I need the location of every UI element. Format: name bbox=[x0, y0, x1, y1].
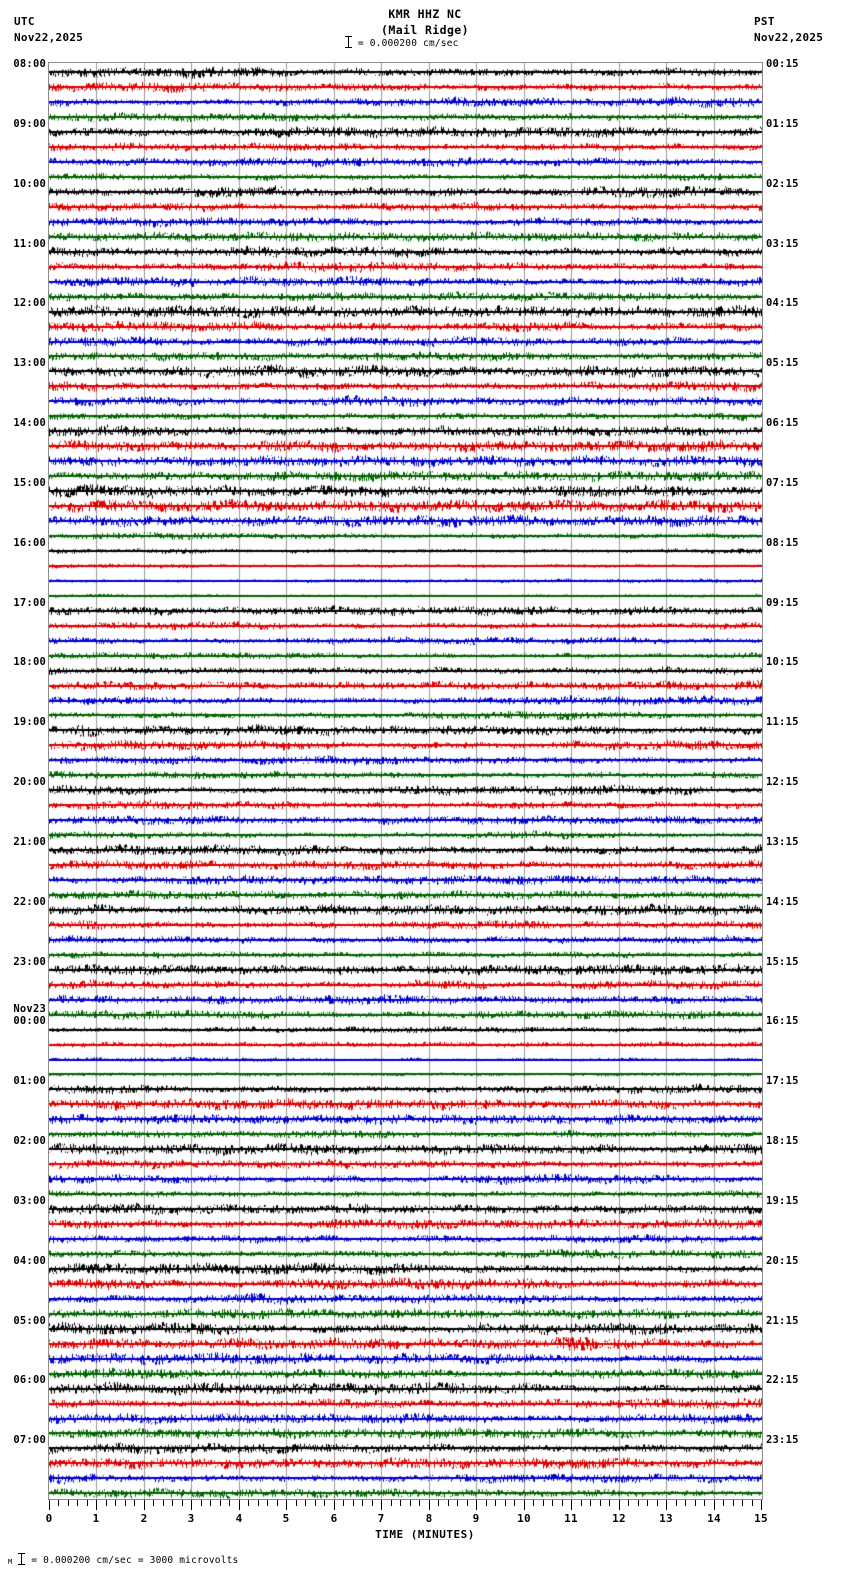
utc-hour-label: 16:00 bbox=[13, 536, 46, 549]
x-axis-minor-tick bbox=[657, 1500, 658, 1506]
utc-hour-label: 12:00 bbox=[13, 297, 46, 310]
utc-hour-label: 05:00 bbox=[13, 1314, 46, 1327]
x-axis-minor-tick bbox=[106, 1500, 107, 1506]
x-axis-minor-tick bbox=[467, 1500, 468, 1506]
x-axis-major-tick bbox=[619, 1500, 620, 1510]
x-axis-minor-tick bbox=[600, 1500, 601, 1506]
utc-hour-label: 01:00 bbox=[13, 1075, 46, 1088]
pst-hour-label: 13:15 bbox=[766, 835, 799, 848]
x-axis-minor-tick bbox=[163, 1500, 164, 1506]
x-axis-tick-label: 10 bbox=[517, 1512, 531, 1525]
x-axis-major-tick bbox=[286, 1500, 287, 1510]
x-axis-minor-tick bbox=[733, 1500, 734, 1506]
x-axis-minor-tick bbox=[353, 1500, 354, 1506]
utc-hour-label: 08:00 bbox=[13, 58, 46, 70]
utc-hour-label: 11:00 bbox=[13, 237, 46, 250]
x-axis-minor-tick bbox=[134, 1500, 135, 1506]
x-axis-minor-tick bbox=[58, 1500, 59, 1506]
pst-hour-label: 06:15 bbox=[766, 417, 799, 429]
x-axis-minor-tick bbox=[258, 1500, 259, 1506]
x-axis-minor-tick bbox=[410, 1500, 411, 1506]
x-axis-minor-tick bbox=[552, 1500, 553, 1506]
x-axis-major-tick bbox=[571, 1500, 572, 1510]
pst-hour-label: 00:15 bbox=[766, 58, 799, 70]
pst-hour-label: 04:15 bbox=[766, 297, 799, 310]
x-axis-tick-label: 9 bbox=[472, 1512, 480, 1525]
x-axis-minor-tick bbox=[343, 1500, 344, 1506]
x-axis-tick-label: 15 bbox=[754, 1512, 768, 1525]
x-axis-minor-tick bbox=[685, 1500, 686, 1506]
utc-hour-label: 00:00 bbox=[13, 1015, 46, 1028]
footer-prefix: M bbox=[8, 1558, 13, 1566]
pst-hour-label: 16:15 bbox=[766, 1015, 799, 1028]
x-axis-minor-tick bbox=[296, 1500, 297, 1506]
utc-hour-label: 02:00 bbox=[13, 1135, 46, 1147]
x-axis-tick-label: 8 bbox=[425, 1512, 433, 1525]
x-axis-major-tick bbox=[666, 1500, 667, 1510]
x-axis-minor-tick bbox=[533, 1500, 534, 1506]
x-axis-minor-tick bbox=[647, 1500, 648, 1506]
utc-hour-label: 04:00 bbox=[13, 1254, 46, 1267]
utc-hour-label: 03:00 bbox=[13, 1194, 46, 1207]
x-axis-major-tick bbox=[476, 1500, 477, 1510]
x-axis-minor-tick bbox=[704, 1500, 705, 1506]
pst-hour-label: 07:15 bbox=[766, 476, 799, 489]
x-axis-minor-tick bbox=[742, 1500, 743, 1506]
utc-hour-label: 14:00 bbox=[13, 417, 46, 429]
station-channel-network: KMR HHZ NC bbox=[388, 7, 462, 21]
pst-hour-label: 12:15 bbox=[766, 776, 799, 788]
x-axis-major-tick bbox=[761, 1500, 762, 1510]
pst-hour-label: 05:15 bbox=[766, 357, 799, 370]
x-axis-minor-tick bbox=[752, 1500, 753, 1506]
timezone-label-pst: PST bbox=[754, 15, 775, 28]
x-axis-tick-label: 6 bbox=[330, 1512, 338, 1525]
i-beam-scale-icon-footer bbox=[18, 1553, 25, 1565]
pst-hour-label: 18:15 bbox=[766, 1135, 799, 1147]
x-axis-major-tick bbox=[191, 1500, 192, 1510]
x-axis-major-tick bbox=[334, 1500, 335, 1510]
x-axis-minor-tick bbox=[229, 1500, 230, 1506]
x-axis-minor-tick bbox=[315, 1500, 316, 1506]
x-axis-minor-tick bbox=[182, 1500, 183, 1506]
date-label-pst: Nov22,2025 bbox=[754, 31, 824, 44]
x-axis-minor-tick bbox=[172, 1500, 173, 1506]
page-title bbox=[0, 6, 850, 38]
day-change-label: Nov23 bbox=[13, 1003, 46, 1016]
x-axis-major-tick bbox=[49, 1500, 50, 1510]
x-axis-minor-tick bbox=[125, 1500, 126, 1506]
x-axis-minor-tick bbox=[457, 1500, 458, 1506]
x-axis-minor-tick bbox=[448, 1500, 449, 1506]
utc-hour-label: 17:00 bbox=[13, 596, 46, 609]
x-axis-tick-label: 12 bbox=[612, 1512, 626, 1525]
x-axis-major-tick bbox=[144, 1500, 145, 1510]
utc-hour-label: 23:00 bbox=[13, 955, 46, 968]
utc-hour-label: 13:00 bbox=[13, 357, 46, 370]
timezone-label-utc: UTC bbox=[14, 15, 35, 28]
x-axis-ticks bbox=[48, 1500, 763, 1510]
utc-hour-label: 20:00 bbox=[13, 776, 46, 788]
x-axis-tick-label: 1 bbox=[92, 1512, 100, 1525]
x-axis-major-tick bbox=[714, 1500, 715, 1510]
x-axis-minor-tick bbox=[400, 1500, 401, 1506]
utc-hour-label: 21:00 bbox=[13, 835, 46, 848]
x-axis-minor-tick bbox=[248, 1500, 249, 1506]
pst-hour-label: 15:15 bbox=[766, 955, 799, 968]
utc-hour-label: 19:00 bbox=[13, 716, 46, 729]
pst-hour-label: 19:15 bbox=[766, 1194, 799, 1207]
x-axis-major-tick bbox=[96, 1500, 97, 1510]
pst-hour-label: 11:15 bbox=[766, 716, 799, 729]
x-axis-minor-tick bbox=[267, 1500, 268, 1506]
utc-hour-label: 18:00 bbox=[13, 656, 46, 669]
x-axis-minor-tick bbox=[438, 1500, 439, 1506]
x-axis-minor-tick bbox=[220, 1500, 221, 1506]
scale-reference-text: = 0.000200 cm/sec bbox=[357, 38, 459, 49]
x-axis-minor-tick bbox=[391, 1500, 392, 1506]
x-axis-minor-tick bbox=[115, 1500, 116, 1506]
utc-hour-label: 07:00 bbox=[13, 1434, 46, 1447]
x-axis-tick-label: 11 bbox=[564, 1512, 578, 1525]
x-axis-minor-tick bbox=[324, 1500, 325, 1506]
x-axis-tick-label: 4 bbox=[235, 1512, 243, 1525]
utc-hour-label: 10:00 bbox=[13, 177, 46, 190]
pst-hour-label: 20:15 bbox=[766, 1254, 799, 1267]
x-axis-minor-tick bbox=[676, 1500, 677, 1506]
x-axis-minor-tick bbox=[495, 1500, 496, 1506]
x-axis-minor-tick bbox=[695, 1500, 696, 1506]
pst-hour-label: 03:15 bbox=[766, 237, 799, 250]
footer-scale-note bbox=[8, 1553, 238, 1566]
x-axis-minor-tick bbox=[628, 1500, 629, 1506]
x-axis-minor-tick bbox=[305, 1500, 306, 1506]
x-axis-minor-tick bbox=[723, 1500, 724, 1506]
x-axis-minor-tick bbox=[543, 1500, 544, 1506]
pst-hour-label: 01:15 bbox=[766, 117, 799, 130]
x-axis-tick-label: 2 bbox=[140, 1512, 148, 1525]
utc-hour-label: 15:00 bbox=[13, 476, 46, 489]
x-axis-major-tick bbox=[429, 1500, 430, 1510]
x-axis-major-tick bbox=[239, 1500, 240, 1510]
x-axis-minor-tick bbox=[505, 1500, 506, 1506]
x-axis-minor-tick bbox=[68, 1500, 69, 1506]
x-axis-tick-label: 14 bbox=[707, 1512, 721, 1525]
x-axis-minor-tick bbox=[362, 1500, 363, 1506]
x-axis-tick-label: 3 bbox=[187, 1512, 195, 1525]
x-axis-major-tick bbox=[381, 1500, 382, 1510]
seismogram-canvas bbox=[49, 63, 762, 1499]
pst-hour-label: 14:15 bbox=[766, 895, 799, 908]
utc-hour-label: 06:00 bbox=[13, 1374, 46, 1387]
scale-reference bbox=[345, 36, 459, 50]
x-axis-tick-label: 0 bbox=[45, 1512, 53, 1525]
x-axis-minor-tick bbox=[201, 1500, 202, 1506]
pst-hour-label: 17:15 bbox=[766, 1075, 799, 1088]
x-axis-minor-tick bbox=[581, 1500, 582, 1506]
footer-scale-text: = 0.000200 cm/sec = 3000 microvolts bbox=[31, 1555, 239, 1566]
x-axis-minor-tick bbox=[419, 1500, 420, 1506]
x-axis-minor-tick bbox=[210, 1500, 211, 1506]
x-axis-major-tick bbox=[524, 1500, 525, 1510]
x-axis-minor-tick bbox=[590, 1500, 591, 1506]
x-axis-minor-tick bbox=[514, 1500, 515, 1506]
x-axis-minor-tick bbox=[638, 1500, 639, 1506]
x-axis-tick-label: 7 bbox=[377, 1512, 385, 1525]
x-axis-minor-tick bbox=[277, 1500, 278, 1506]
seismogram-plot-area[interactable] bbox=[48, 62, 763, 1500]
x-axis-title: TIME (MINUTES) bbox=[375, 1528, 475, 1541]
x-axis-tick-label: 13 bbox=[659, 1512, 673, 1525]
pst-hour-label: 10:15 bbox=[766, 656, 799, 669]
pst-hour-label: 23:15 bbox=[766, 1434, 799, 1447]
x-axis-minor-tick bbox=[372, 1500, 373, 1506]
x-axis-tick-label: 5 bbox=[282, 1512, 290, 1525]
x-axis-minor-tick bbox=[609, 1500, 610, 1506]
pst-hour-label: 08:15 bbox=[766, 536, 799, 549]
station-name: (Mail Ridge) bbox=[381, 23, 469, 37]
x-axis-minor-tick bbox=[562, 1500, 563, 1506]
i-beam-scale-icon bbox=[345, 36, 352, 48]
date-label-utc: Nov22,2025 bbox=[14, 31, 84, 44]
pst-hour-label: 09:15 bbox=[766, 596, 799, 609]
pst-hour-label: 21:15 bbox=[766, 1314, 799, 1327]
x-axis-minor-tick bbox=[77, 1500, 78, 1506]
utc-hour-label: 09:00 bbox=[13, 117, 46, 130]
pst-hour-label: 02:15 bbox=[766, 177, 799, 190]
x-axis-minor-tick bbox=[153, 1500, 154, 1506]
x-axis-minor-tick bbox=[486, 1500, 487, 1506]
pst-hour-label: 22:15 bbox=[766, 1374, 799, 1387]
utc-hour-label: 22:00 bbox=[13, 895, 46, 908]
x-axis-minor-tick bbox=[87, 1500, 88, 1506]
